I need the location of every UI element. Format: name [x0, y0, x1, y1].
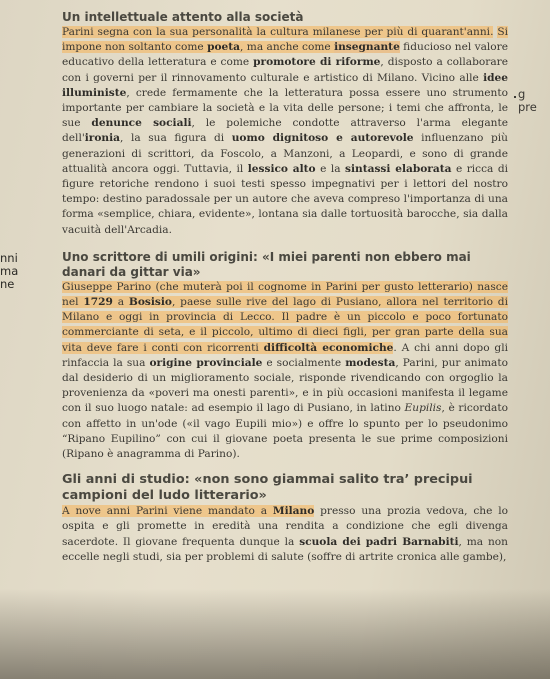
page-mark: [514, 96, 516, 98]
page-shadow: [0, 589, 550, 679]
section-title-intellettuale: Un intellettuale attento alla società: [62, 10, 304, 24]
next-page-edge-text: g pre: [518, 87, 537, 114]
paragraph-studio: A nove anni Parini viene mandato a Milano presso una prozia vedova, che lo ospita e gli promette in eredità una rendita a condizione che egli divenga sacerdote. Il giovane frequenta dunque la scuola dei padri Barnabiti, ma non eccelle negli studi, sia per problemi di salute (soffre di artrite cronica alle gambe),: [62, 505, 508, 563]
section-title-origini: Uno scrittore di umili origini: «I miei parenti non ebbero mai danari da gittar via»: [62, 249, 471, 279]
paragraph-intellettuale: Parini segna con la sua personalità la cultura milanese per più di quarant'anni. Si impone non soltanto come poeta, ma anche come insegnante fiducioso nel valore educativo della letteratura e come promotore di riforme, disposto a collaborare con i governi per il rinnovamento culturale e artistico di Milano. Vicino alle idee illuministe, crede fermamente che la letteratura possa essere uno strumento importante per cambiare la società e la vita delle persone; i temi che affronta, le sue denunce sociali, le polemiche condotte attraverso l'arma elegante dell'ironia, la sua figura di uomo dignitoso e autorevole influenzano più generazioni di scrittori, da Foscolo, a Manzoni, a Leopardi, e sono di grande attualità ancora oggi. Tuttavia, il lessico alto e la sintassi elaborata e ricca di figure retoriche rendono i suoi testi spesso impegnativi per i lettori del nostro tempo: destino paradossale per un autore che aveva compreso l'importanza di una forma «semplice, chiara, evidente», lontana sia dalle tortuosità barocche, sia dalla vacuità dell'Arcadia.: [62, 26, 508, 236]
paragraph-origini: Giuseppe Parino (che muterà poi il cognome in Parini per gusto letterario) nasce nel 1729 a Bosisio, paese sulle rive del lago di Pusiano, allora nel territorio di Milano e oggi in provincia di Lecco. Il padre è un piccolo e poco fortunato commerciante di seta, e il piccolo, ultimo di dieci figli, per gran parte della sua vita deve fare i conti con ricorrenti difficoltà economiche. A chi anni dopo gli rinfaccia la sua origine provinciale e socialmente modesta, Parini, pur animato dal desiderio di un miglioramento sociale, risponde rivendicando con orgoglio la provenienza da «poveri ma onesti parenti», e in più occasioni manifesta il legame con il suo luogo natale: ad esempio il lago di Pusiano, in latino Eupilis, è ricordato con affetto in un'ode («il vago Eupili mio») e offre lo spunto per lo pseudonimo “Ripano Eupilino” con cui il giovane poeta presenta le sue prime composizioni (Ripano è anagramma di Parino).: [62, 280, 508, 461]
section-title-studio: Gli anni di studio: «non sono giammai salito tra’ precipui campioni del ludo litterario»: [62, 472, 473, 504]
text-column: [62, 10, 508, 565]
previous-page-edge-text: nni ma ne: [0, 251, 19, 291]
